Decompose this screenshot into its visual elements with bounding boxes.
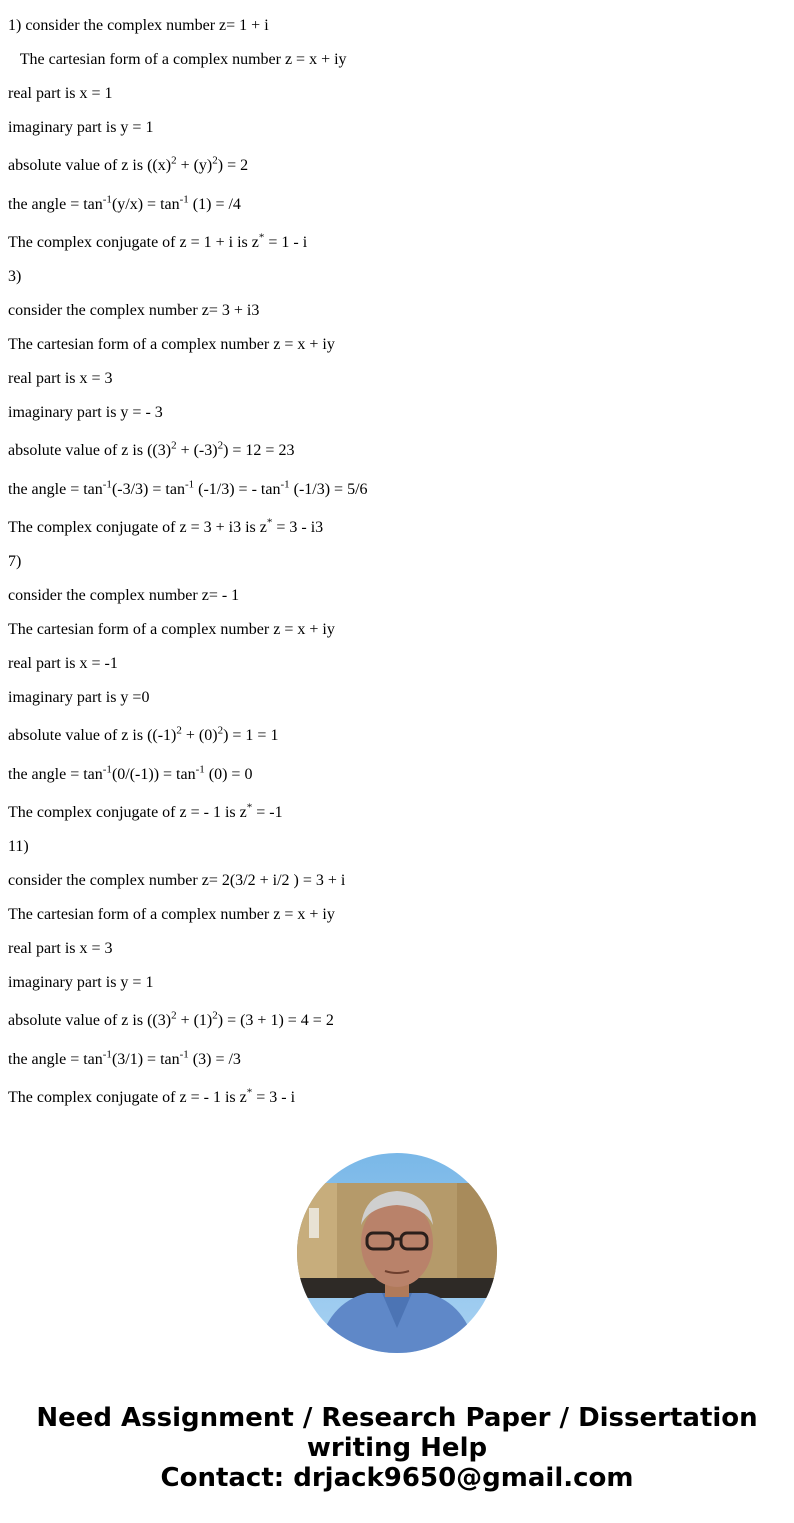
text-run: = 1 - i [264,234,308,251]
text-run: ) = 1 = 1 [223,727,279,744]
text-run: consider the complex number z= 2(3/2 + i/2 ) = 3 + i [8,872,346,889]
text-line [8,195,241,215]
author-photo [297,1153,497,1353]
text-line [8,441,294,461]
superscript: -1 [102,193,112,206]
text-run: (1) = /4 [188,196,241,213]
superscript: 2 [217,724,224,737]
text-run: ) = 12 = 23 [223,442,295,459]
text-run: the angle = tan [8,766,103,783]
text-run: 3) [8,268,22,285]
text-run: the angle = tan [8,481,103,498]
text-line [8,50,347,70]
text-run: + (-3) [176,442,218,459]
text-line [8,403,163,423]
text-run: the angle = tan [8,196,103,213]
text-line [8,233,307,253]
text-run: (0) = 0 [204,766,253,783]
superscript: 2 [171,1009,177,1022]
text-run: real part is x = -1 [8,655,118,672]
superscript: * [246,801,253,814]
text-run: (-1/3) = 5/6 [289,481,368,498]
text-run: The cartesian form of a complex number z = x + iy [8,906,335,923]
superscript: 2 [212,154,218,167]
superscript: * [246,1086,253,1099]
text-line [8,267,21,287]
superscript: 2 [217,439,224,452]
superscript: -1 [102,763,112,776]
text-line [8,518,323,538]
text-line [8,620,335,640]
text-run: consider the complex number z= - 1 [8,587,240,604]
text-line [8,16,269,36]
text-line [8,837,29,857]
superscript: 2 [176,724,182,737]
text-run: The cartesian form of a complex number z = x + iy [8,621,335,638]
promo-line-1: Need Assignment / Research Paper / Dissertation [36,1403,758,1433]
text-line [8,1050,241,1070]
text-line [8,369,113,389]
author-portrait [297,1153,497,1353]
text-run: imaginary part is y = 1 [8,119,154,136]
text-run: + (0) [181,727,218,744]
text-run: = 3 - i3 [272,519,324,536]
text-run: (-3/3) = tan [111,481,185,498]
text-run: 7) [8,553,22,570]
text-line [8,905,335,925]
text-run: = 3 - i [252,1089,296,1106]
text-line [8,688,149,708]
text-run: The complex conjugate of z = - 1 is z [8,804,247,821]
text-run: (3) = /3 [188,1051,241,1068]
text-line [8,586,239,606]
text-line [8,654,118,674]
text-line [8,1088,295,1108]
text-run: real part is x = 1 [8,85,113,102]
superscript: 2 [171,439,177,452]
text-line [8,871,345,891]
text-run: (-1/3) = - tan [194,481,281,498]
text-run: ) = 2 [217,157,249,174]
text-line [8,726,278,746]
superscript: -1 [102,478,112,491]
text-line [8,480,368,500]
text-line [8,335,335,355]
text-run: = -1 [252,804,283,821]
text-line [8,765,252,785]
superscript: -1 [102,1048,112,1061]
superscript: * [258,231,265,244]
text-line [8,939,113,959]
text-run: absolute value of z is ((3) [8,1012,172,1029]
superscript: -1 [184,478,195,491]
text-run: The complex conjugate of z = 3 + i3 is z [8,519,267,536]
superscript: -1 [195,763,205,776]
promo-line-3: Contact: drjack9650@gmail.com [160,1463,634,1493]
superscript: -1 [179,1048,189,1061]
text-line [8,552,21,572]
text-run: ) = (3 + 1) = 4 = 2 [217,1012,334,1029]
text-run: the angle = tan [8,1051,103,1068]
text-run: imaginary part is y =0 [8,689,150,706]
text-run: imaginary part is y = 1 [8,974,154,991]
text-run: The complex conjugate of z = - 1 is z [8,1089,247,1106]
text-run: absolute value of z is ((-1) [8,727,177,744]
text-run: (y/x) = tan [111,196,180,213]
superscript: 2 [212,1009,218,1022]
superscript: * [266,516,273,529]
text-run: absolute value of z is ((3) [8,442,172,459]
text-run: consider the complex number z= 3 + i3 [8,302,260,319]
superscript: 2 [171,154,177,167]
text-run: The cartesian form of a complex number z = x + iy [8,51,347,68]
text-line [8,118,153,138]
promo-line-2: writing Help [306,1433,488,1463]
text-line [8,156,248,176]
text-run: + (y) [176,157,213,174]
text-run: real part is x = 3 [8,940,113,957]
text-run: 1) consider the complex number z= 1 + i [8,17,269,34]
text-line [8,1011,334,1031]
text-run: 11) [8,838,29,855]
text-line [8,973,153,993]
text-line [8,803,283,823]
text-run: (0/(-1)) = tan [111,766,196,783]
text-line [8,84,113,104]
superscript: -1 [280,478,290,491]
text-run: + (1) [176,1012,213,1029]
text-line [8,301,259,321]
text-run: imaginary part is y = - 3 [8,404,163,421]
text-run: (3/1) = tan [111,1051,180,1068]
text-run: The complex conjugate of z = 1 + i is z [8,234,259,251]
text-run: absolute value of z is ((x) [8,157,172,174]
text-run: real part is x = 3 [8,370,113,387]
promo-banner [0,1403,794,1493]
text-run: The cartesian form of a complex number z = x + iy [8,336,335,353]
superscript: -1 [179,193,189,206]
